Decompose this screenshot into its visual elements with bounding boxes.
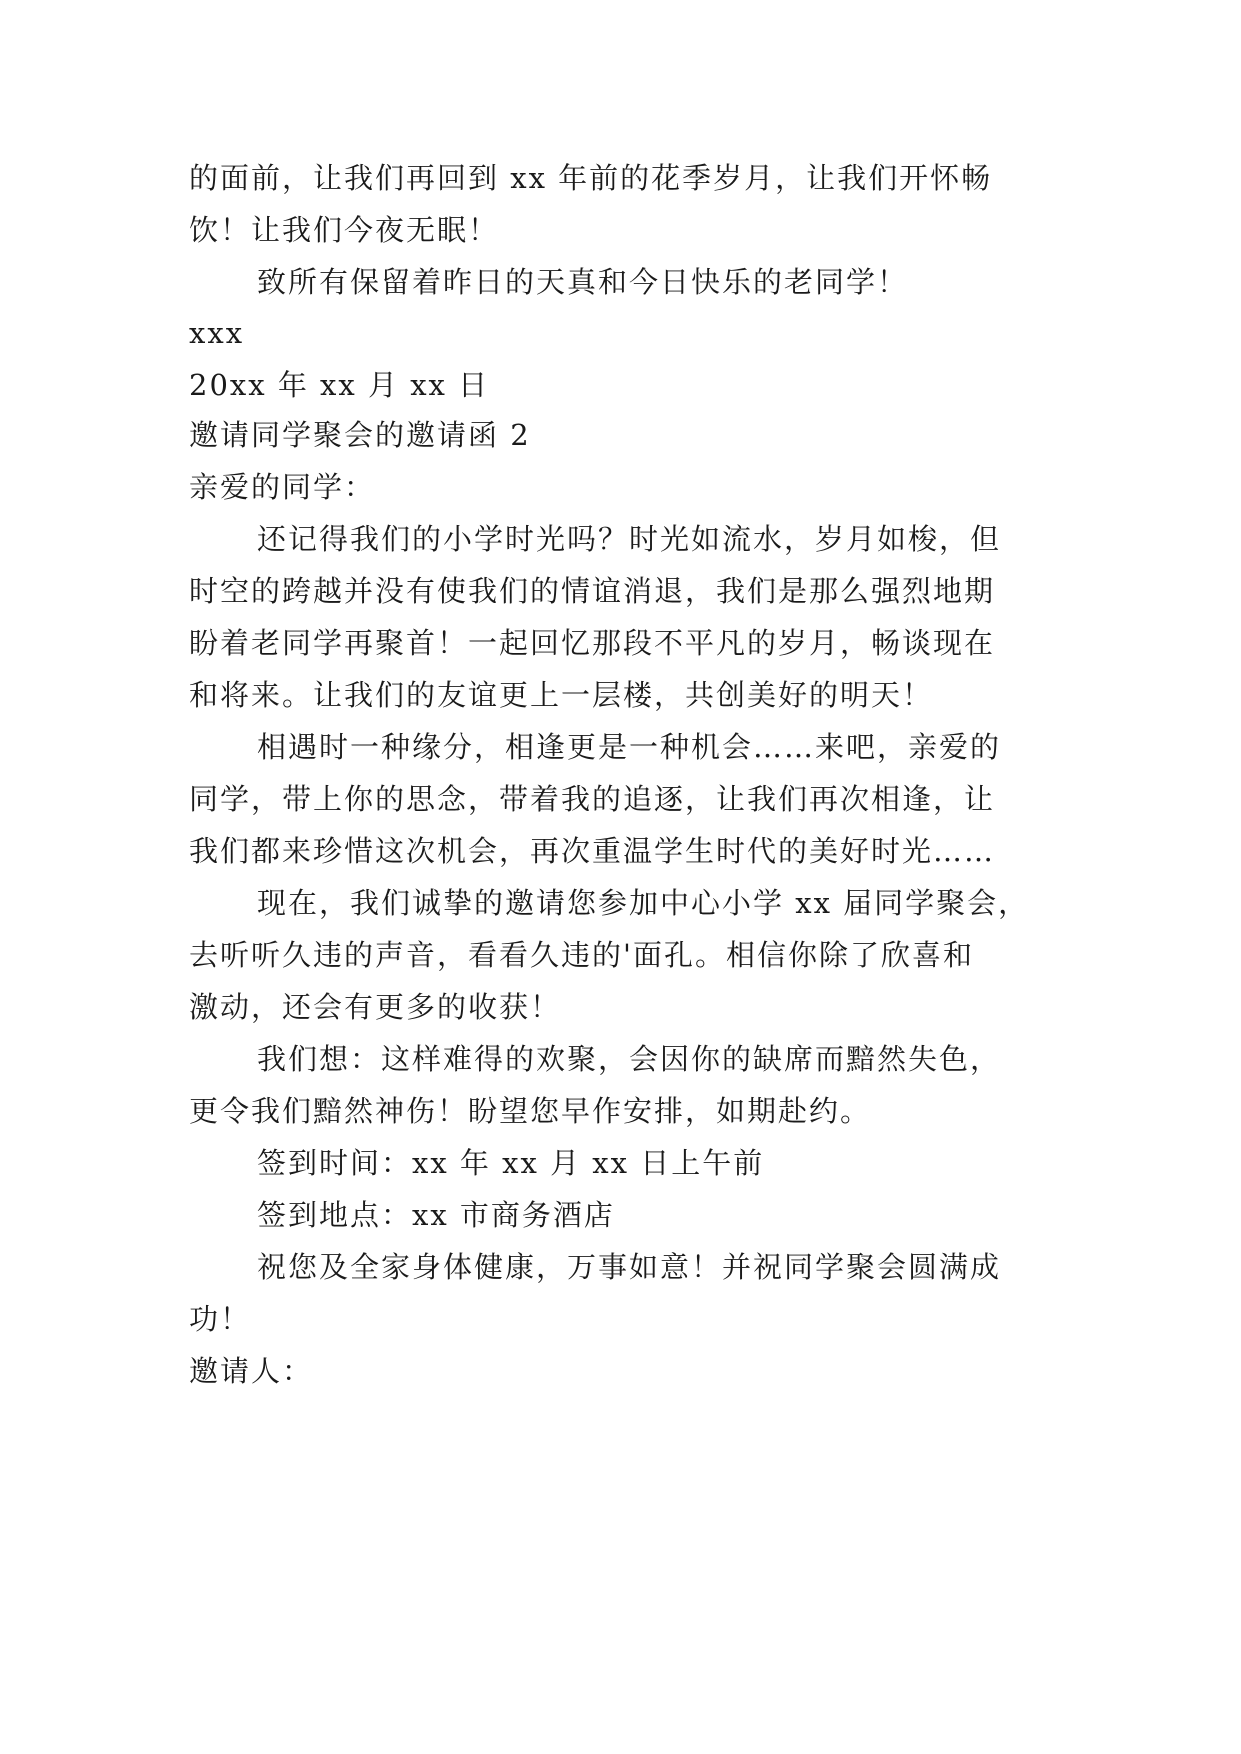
- text-line: 的面前，让我们再回到 xx 年前的花季岁月，让我们开怀畅: [189, 161, 993, 195]
- checkin-time: 签到时间：xx 年 xx 月 xx 日上午前: [257, 1146, 765, 1180]
- text-line: 去听听久违的声音，看看久违的'面孔。相信你除了欣喜和: [189, 938, 974, 972]
- text-line: 功！: [189, 1302, 252, 1336]
- date-line: 20xx 年 xx 月 xx 日: [189, 368, 490, 402]
- text-line: 我们想：这样难得的欢聚，会因你的缺席而黯然失色，: [257, 1042, 1002, 1076]
- text-line: 祝您及全家身体健康，万事如意！并祝同学聚会圆满成: [257, 1250, 1002, 1284]
- text-line: 还记得我们的小学时光吗？时光如流水，岁月如梭，但: [257, 522, 1002, 556]
- text-line: 致所有保留着昨日的天真和今日快乐的老同学！: [257, 265, 909, 299]
- text-line: 现在，我们诚挚的邀请您参加中心小学 xx 届同学聚会，: [257, 886, 1030, 920]
- text-line: 相遇时一种缘分，相逢更是一种机会……来吧，亲爱的: [257, 730, 1002, 764]
- text-line: 同学，带上你的思念，带着我的追逐，让我们再次相逢，让: [189, 782, 996, 816]
- checkin-location: 签到地点：xx 市商务酒店: [257, 1198, 615, 1232]
- signature-name: xxx: [189, 316, 245, 350]
- text-line: 激动，还会有更多的收获！: [189, 990, 562, 1024]
- text-line: 饮！让我们今夜无眠！: [189, 213, 500, 247]
- salutation: 亲爱的同学：: [189, 470, 376, 504]
- text-line: 盼着老同学再聚首！一起回忆那段不平凡的岁月，畅谈现在: [189, 626, 996, 660]
- text-line: 时空的跨越并没有使我们的情谊消退，我们是那么强烈地期: [189, 574, 996, 608]
- text-line: 和将来。让我们的友谊更上一层楼，共创美好的明天！: [189, 678, 934, 712]
- text-line: 我们都来珍惜这次机会，再次重温学生时代的美好时光……: [189, 834, 996, 868]
- inviter-label: 邀请人：: [189, 1354, 314, 1388]
- section-title: 邀请同学聚会的邀请函 2: [189, 418, 531, 452]
- text-line: 更令我们黯然神伤！盼望您早作安排，如期赴约。: [189, 1094, 872, 1128]
